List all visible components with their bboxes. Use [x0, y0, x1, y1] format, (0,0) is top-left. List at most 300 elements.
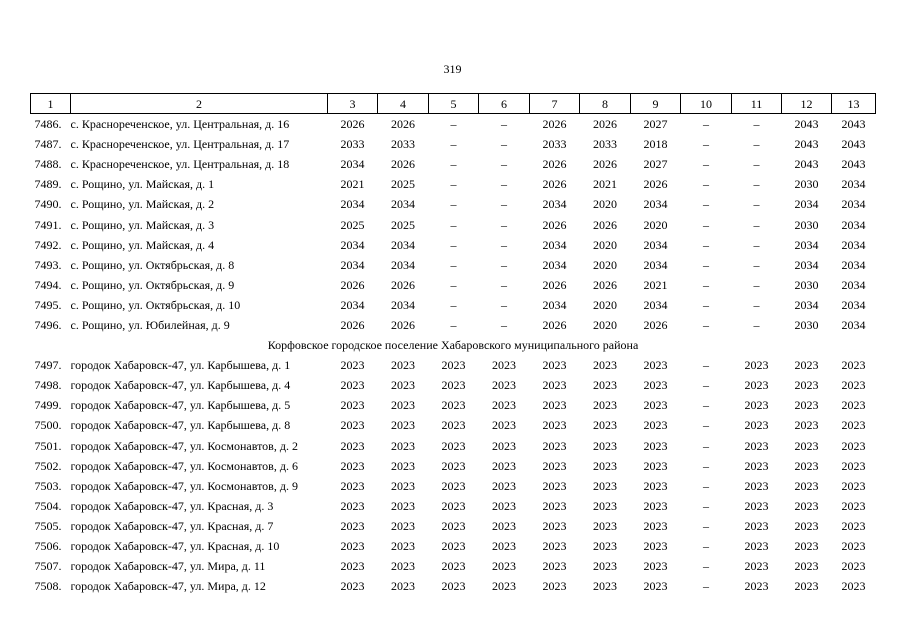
address-cell: городок Хабаровск-47, ул. Карбышева, д. 1 — [70, 358, 291, 373]
year-cell: – — [753, 277, 760, 292]
year-cell: 2027 — [643, 157, 668, 172]
year-cell: – — [703, 438, 709, 453]
row-number: 7491. — [34, 217, 62, 232]
year-cell: 2023 — [593, 438, 617, 453]
year-cell: 2023 — [593, 518, 617, 533]
row-number: 7492. — [34, 237, 62, 252]
year-cell: 2023 — [794, 498, 819, 513]
year-cell: 2034 — [841, 257, 866, 272]
year-cell: – — [501, 197, 507, 212]
year-cell: 2023 — [794, 559, 819, 574]
address-cell: городок Хабаровск-47, ул. Красная, д. 10 — [70, 539, 280, 554]
year-cell: 2023 — [391, 498, 415, 513]
column-header: 9 — [631, 94, 681, 114]
address-cell: городок Хабаровск-47, ул. Карбышева, д. 8 — [70, 418, 291, 433]
year-cell: 2034 — [340, 297, 365, 312]
year-cell: 2026 — [340, 317, 365, 332]
year-cell: – — [703, 458, 709, 473]
year-cell: 2023 — [841, 438, 866, 453]
table-row — [31, 536, 876, 556]
address-cell: городок Хабаровск-47, ул. Карбышева, д. 5 — [70, 398, 291, 413]
year-cell: 2023 — [643, 478, 668, 493]
column-header: 10 — [681, 94, 732, 114]
table-row — [31, 174, 876, 194]
year-cell: 2023 — [593, 579, 617, 594]
table-row — [31, 415, 876, 435]
year-cell: 2026 — [542, 277, 567, 292]
table-row — [31, 315, 876, 335]
year-cell: 2023 — [643, 358, 668, 373]
row-number: 7495. — [34, 297, 62, 312]
address-cell: городок Хабаровск-47, ул. Карбышева, д. 4 — [70, 378, 291, 393]
year-cell: – — [753, 157, 760, 172]
year-cell: – — [450, 117, 457, 132]
year-cell: 2023 — [794, 539, 819, 554]
year-cell: 2034 — [542, 297, 567, 312]
year-cell: 2023 — [441, 378, 466, 393]
year-cell: 2023 — [643, 539, 668, 554]
year-cell: 2023 — [643, 398, 668, 413]
year-cell: 2034 — [391, 237, 415, 252]
year-cell: 2023 — [441, 458, 466, 473]
year-cell: – — [753, 257, 760, 272]
year-cell: 2020 — [593, 197, 617, 212]
year-cell: – — [753, 317, 760, 332]
row-number: 7504. — [34, 498, 62, 513]
year-cell: 2023 — [643, 438, 668, 453]
year-cell: 2023 — [593, 378, 617, 393]
year-cell: – — [703, 498, 709, 513]
year-cell: 2034 — [841, 217, 866, 232]
year-cell: 2026 — [391, 317, 415, 332]
row-number: 7486. — [34, 117, 62, 132]
year-cell: 2023 — [643, 518, 668, 533]
year-cell: 2026 — [542, 177, 567, 192]
address-cell: с. Рощино, ул. Майская, д. 2 — [70, 197, 215, 212]
row-number: 7501. — [34, 438, 62, 453]
year-cell: 2023 — [542, 559, 567, 574]
year-cell: – — [703, 559, 709, 574]
row-number: 7507. — [34, 559, 62, 574]
year-cell: 2025 — [340, 217, 365, 232]
year-cell: – — [703, 177, 709, 192]
address-cell: с. Рощино, ул. Октябрьская, д. 9 — [70, 277, 235, 292]
year-cell: – — [450, 297, 457, 312]
row-number: 7502. — [34, 458, 62, 473]
table-header-row — [31, 94, 876, 114]
year-cell: 2033 — [593, 137, 617, 152]
year-cell: – — [501, 177, 507, 192]
year-cell: 2033 — [542, 137, 567, 152]
year-cell: 2023 — [593, 358, 617, 373]
year-cell: 2023 — [391, 398, 415, 413]
year-cell: 2023 — [441, 358, 466, 373]
year-cell: 2034 — [643, 257, 668, 272]
table-row — [31, 516, 876, 536]
year-cell: 2023 — [391, 378, 415, 393]
year-cell: 2023 — [340, 478, 365, 493]
year-cell: 2023 — [744, 458, 769, 473]
year-cell: 2025 — [391, 177, 415, 192]
address-cell: с. Рощино, ул. Октябрьская, д. 8 — [70, 257, 235, 272]
year-cell: 2023 — [841, 458, 866, 473]
year-cell: 2023 — [441, 539, 466, 554]
year-cell: 2023 — [744, 498, 769, 513]
year-cell: 2034 — [542, 237, 567, 252]
year-cell: 2026 — [593, 117, 617, 132]
year-cell: 2034 — [340, 197, 365, 212]
table-row — [31, 194, 876, 214]
year-cell: – — [753, 117, 760, 132]
year-cell: – — [703, 418, 709, 433]
year-cell: 2043 — [841, 157, 866, 172]
year-cell: 2023 — [492, 478, 516, 493]
year-cell: 2023 — [441, 478, 466, 493]
year-cell: 2023 — [841, 559, 866, 574]
year-cell: 2023 — [391, 539, 415, 554]
year-cell: 2023 — [391, 458, 415, 473]
year-cell: 2023 — [492, 559, 516, 574]
year-cell: 2023 — [542, 498, 567, 513]
year-cell: 2023 — [441, 579, 466, 594]
year-cell: – — [753, 237, 760, 252]
year-cell: – — [501, 237, 507, 252]
row-number: 7493. — [34, 257, 62, 272]
year-cell: 2034 — [542, 197, 567, 212]
year-cell: 2023 — [542, 398, 567, 413]
year-cell: – — [753, 177, 760, 192]
table-row — [31, 134, 876, 154]
year-cell: – — [703, 539, 709, 554]
year-cell: – — [450, 257, 457, 272]
year-cell: 2034 — [391, 297, 415, 312]
address-cell: городок Хабаровск-47, ул. Красная, д. 7 — [70, 518, 274, 533]
year-cell: 2026 — [643, 317, 668, 332]
year-cell: – — [703, 518, 709, 533]
address-cell: городок Хабаровск-47, ул. Космонавтов, д. 2 — [70, 438, 298, 453]
year-cell: 2034 — [340, 257, 365, 272]
year-cell: 2023 — [643, 559, 668, 574]
year-cell: 2023 — [340, 539, 365, 554]
year-cell: 2023 — [643, 579, 668, 594]
row-number: 7494. — [34, 277, 62, 292]
year-cell: 2023 — [492, 398, 516, 413]
column-header: 7 — [530, 94, 580, 114]
year-cell: 2023 — [794, 458, 819, 473]
year-cell: 2043 — [841, 117, 866, 132]
year-cell: – — [703, 137, 709, 152]
year-cell: 2023 — [593, 498, 617, 513]
year-cell: 2034 — [340, 157, 365, 172]
column-header: 2 — [71, 94, 328, 114]
year-cell: 2034 — [841, 297, 866, 312]
year-cell: 2023 — [340, 498, 365, 513]
column-header: 8 — [580, 94, 631, 114]
year-cell: 2023 — [441, 438, 466, 453]
year-cell: 2026 — [391, 117, 415, 132]
year-cell: – — [501, 277, 507, 292]
year-cell: – — [703, 257, 709, 272]
year-cell: – — [450, 277, 457, 292]
year-cell: 2034 — [841, 177, 866, 192]
address-cell: с. Рощино, ул. Юбилейная, д. 9 — [70, 317, 230, 332]
year-cell: 2020 — [593, 317, 617, 332]
year-cell: – — [703, 297, 709, 312]
schedule-table — [30, 93, 876, 596]
year-cell: 2023 — [794, 358, 819, 373]
table-row — [31, 456, 876, 476]
year-cell: – — [703, 378, 709, 393]
year-cell: 2023 — [391, 358, 415, 373]
year-cell: 2034 — [841, 277, 866, 292]
year-cell: 2023 — [340, 579, 365, 594]
year-cell: 2023 — [593, 458, 617, 473]
year-cell: 2023 — [841, 358, 866, 373]
column-header: 5 — [429, 94, 479, 114]
year-cell: 2025 — [391, 217, 415, 232]
year-cell: 2023 — [492, 539, 516, 554]
year-cell: 2023 — [841, 478, 866, 493]
column-header: 4 — [378, 94, 429, 114]
year-cell: 2034 — [841, 237, 866, 252]
row-number: 7489. — [34, 177, 62, 192]
year-cell: 2023 — [340, 418, 365, 433]
year-cell: 2023 — [794, 438, 819, 453]
row-number: 7488. — [34, 157, 62, 172]
year-cell: 2023 — [492, 418, 516, 433]
address-cell: с. Краснореченское, ул. Центральная, д. 18 — [70, 157, 290, 172]
year-cell: 2023 — [794, 579, 819, 594]
year-cell: 2023 — [441, 518, 466, 533]
year-cell: 2034 — [841, 197, 866, 212]
year-cell: 2026 — [340, 117, 365, 132]
year-cell: 2026 — [593, 217, 617, 232]
table-row — [31, 576, 876, 596]
year-cell: – — [703, 117, 709, 132]
table-row — [31, 295, 876, 315]
year-cell: 2023 — [593, 398, 617, 413]
column-header: 12 — [782, 94, 832, 114]
year-cell: 2026 — [542, 157, 567, 172]
year-cell: 2020 — [593, 237, 617, 252]
year-cell: – — [703, 317, 709, 332]
year-cell: 2033 — [340, 137, 365, 152]
year-cell: 2023 — [593, 418, 617, 433]
year-cell: – — [450, 157, 457, 172]
year-cell: – — [703, 358, 709, 373]
year-cell: 2023 — [340, 358, 365, 373]
year-cell: 2023 — [441, 418, 466, 433]
address-cell: с. Рощино, ул. Майская, д. 1 — [70, 177, 215, 192]
year-cell: 2023 — [593, 559, 617, 574]
table-row — [31, 235, 876, 255]
year-cell: 2026 — [542, 217, 567, 232]
year-cell: 2023 — [841, 539, 866, 554]
year-cell: 2034 — [643, 237, 668, 252]
year-cell: 2023 — [542, 518, 567, 533]
year-cell: 2023 — [391, 579, 415, 594]
table-row — [31, 255, 876, 275]
year-cell: – — [501, 137, 507, 152]
table-row — [31, 556, 876, 576]
year-cell: 2023 — [794, 518, 819, 533]
year-cell: 2023 — [841, 579, 866, 594]
year-cell: 2034 — [643, 197, 668, 212]
year-cell: 2023 — [841, 398, 866, 413]
year-cell: 2023 — [542, 418, 567, 433]
year-cell: 2043 — [794, 117, 819, 132]
year-cell: – — [703, 197, 709, 212]
year-cell: 2023 — [492, 438, 516, 453]
year-cell: 2023 — [391, 478, 415, 493]
year-cell: – — [703, 157, 709, 172]
year-cell: 2023 — [841, 498, 866, 513]
table-row — [31, 496, 876, 516]
year-cell: 2023 — [744, 378, 769, 393]
year-cell: 2023 — [441, 559, 466, 574]
year-cell: 2026 — [593, 277, 617, 292]
year-cell: 2023 — [643, 498, 668, 513]
year-cell: 2030 — [794, 277, 819, 292]
year-cell: – — [501, 157, 507, 172]
year-cell: 2027 — [643, 117, 668, 132]
address-cell: городок Хабаровск-47, ул. Мира, д. 11 — [70, 559, 266, 574]
year-cell: 2026 — [340, 277, 365, 292]
column-header: 11 — [732, 94, 782, 114]
section-row — [31, 335, 876, 355]
year-cell: – — [703, 277, 709, 292]
year-cell: – — [501, 117, 507, 132]
row-number: 7496. — [34, 317, 62, 332]
year-cell: 2021 — [643, 277, 668, 292]
row-number: 7498. — [34, 378, 62, 393]
year-cell: 2030 — [794, 217, 819, 232]
table-row — [31, 476, 876, 496]
year-cell: – — [753, 197, 760, 212]
year-cell: 2023 — [744, 559, 769, 574]
year-cell: 2020 — [643, 217, 668, 232]
year-cell: 2023 — [542, 478, 567, 493]
year-cell: – — [450, 217, 457, 232]
year-cell: 2023 — [744, 539, 769, 554]
row-number: 7503. — [34, 478, 62, 493]
address-cell: с. Краснореченское, ул. Центральная, д. 16 — [70, 117, 290, 132]
year-cell: 2023 — [340, 559, 365, 574]
year-cell: 2023 — [340, 378, 365, 393]
address-cell: городок Хабаровск-47, ул. Космонавтов, д. 9 — [70, 478, 298, 493]
table-row — [31, 395, 876, 415]
year-cell: 2023 — [744, 518, 769, 533]
table-row — [31, 355, 876, 375]
column-header: 3 — [328, 94, 378, 114]
year-cell: – — [703, 237, 709, 252]
table-row — [31, 214, 876, 234]
year-cell: 2023 — [542, 539, 567, 554]
year-cell: 2020 — [593, 297, 617, 312]
year-cell: 2023 — [744, 398, 769, 413]
year-cell: 2023 — [643, 418, 668, 433]
year-cell: 2023 — [593, 539, 617, 554]
year-cell: 2026 — [542, 317, 567, 332]
row-number: 7508. — [34, 579, 62, 594]
page-number: 319 — [443, 62, 462, 76]
year-cell: – — [450, 177, 457, 192]
year-cell: – — [450, 237, 457, 252]
year-cell: – — [753, 137, 760, 152]
year-cell: 2026 — [542, 117, 567, 132]
year-cell: – — [450, 137, 457, 152]
year-cell: – — [703, 579, 709, 594]
year-cell: 2023 — [794, 378, 819, 393]
year-cell: 2034 — [794, 257, 819, 272]
year-cell: 2023 — [340, 438, 365, 453]
year-cell: 2033 — [391, 137, 415, 152]
year-cell: 2023 — [542, 438, 567, 453]
year-cell: 2023 — [340, 458, 365, 473]
year-cell: – — [501, 317, 507, 332]
address-cell: городок Хабаровск-47, ул. Мира, д. 12 — [70, 579, 266, 594]
year-cell: 2023 — [391, 518, 415, 533]
year-cell: – — [450, 317, 457, 332]
year-cell: 2023 — [744, 418, 769, 433]
year-cell: 2023 — [492, 358, 516, 373]
column-header: 6 — [479, 94, 530, 114]
year-cell: – — [703, 398, 709, 413]
year-cell: 2023 — [841, 378, 866, 393]
year-cell: 2023 — [492, 518, 516, 533]
year-cell: 2023 — [391, 438, 415, 453]
year-cell: 2023 — [744, 579, 769, 594]
year-cell: 2034 — [643, 297, 668, 312]
year-cell: – — [501, 217, 507, 232]
year-cell: 2023 — [391, 559, 415, 574]
year-cell: – — [753, 297, 760, 312]
year-cell: 2021 — [593, 177, 617, 192]
year-cell: 2023 — [492, 498, 516, 513]
year-cell: 2023 — [492, 579, 516, 594]
year-cell: – — [703, 478, 709, 493]
year-cell: 2023 — [841, 518, 866, 533]
year-cell: 2018 — [643, 137, 668, 152]
column-header: 13 — [832, 94, 876, 114]
year-cell: – — [501, 297, 507, 312]
address-cell: с. Рощино, ул. Октябрьская, д. 10 — [70, 297, 241, 312]
year-cell: – — [753, 217, 760, 232]
row-number: 7497. — [34, 358, 62, 373]
year-cell: 2034 — [794, 237, 819, 252]
year-cell: 2034 — [542, 257, 567, 272]
year-cell: 2023 — [593, 478, 617, 493]
year-cell: 2043 — [794, 137, 819, 152]
year-cell: 2034 — [841, 317, 866, 332]
year-cell: 2023 — [340, 518, 365, 533]
year-cell: 2026 — [593, 157, 617, 172]
year-cell: 2034 — [391, 257, 415, 272]
year-cell: 2023 — [340, 398, 365, 413]
row-number: 7499. — [34, 398, 62, 413]
table-row — [31, 114, 876, 135]
year-cell: 2043 — [841, 137, 866, 152]
row-number: 7490. — [34, 197, 62, 212]
year-cell: 2030 — [794, 317, 819, 332]
table-row — [31, 375, 876, 395]
year-cell: 2021 — [340, 177, 365, 192]
year-cell: 2023 — [841, 418, 866, 433]
year-cell: 2023 — [794, 478, 819, 493]
year-cell: 2023 — [794, 418, 819, 433]
year-cell: 2023 — [492, 378, 516, 393]
column-header: 1 — [31, 94, 71, 114]
